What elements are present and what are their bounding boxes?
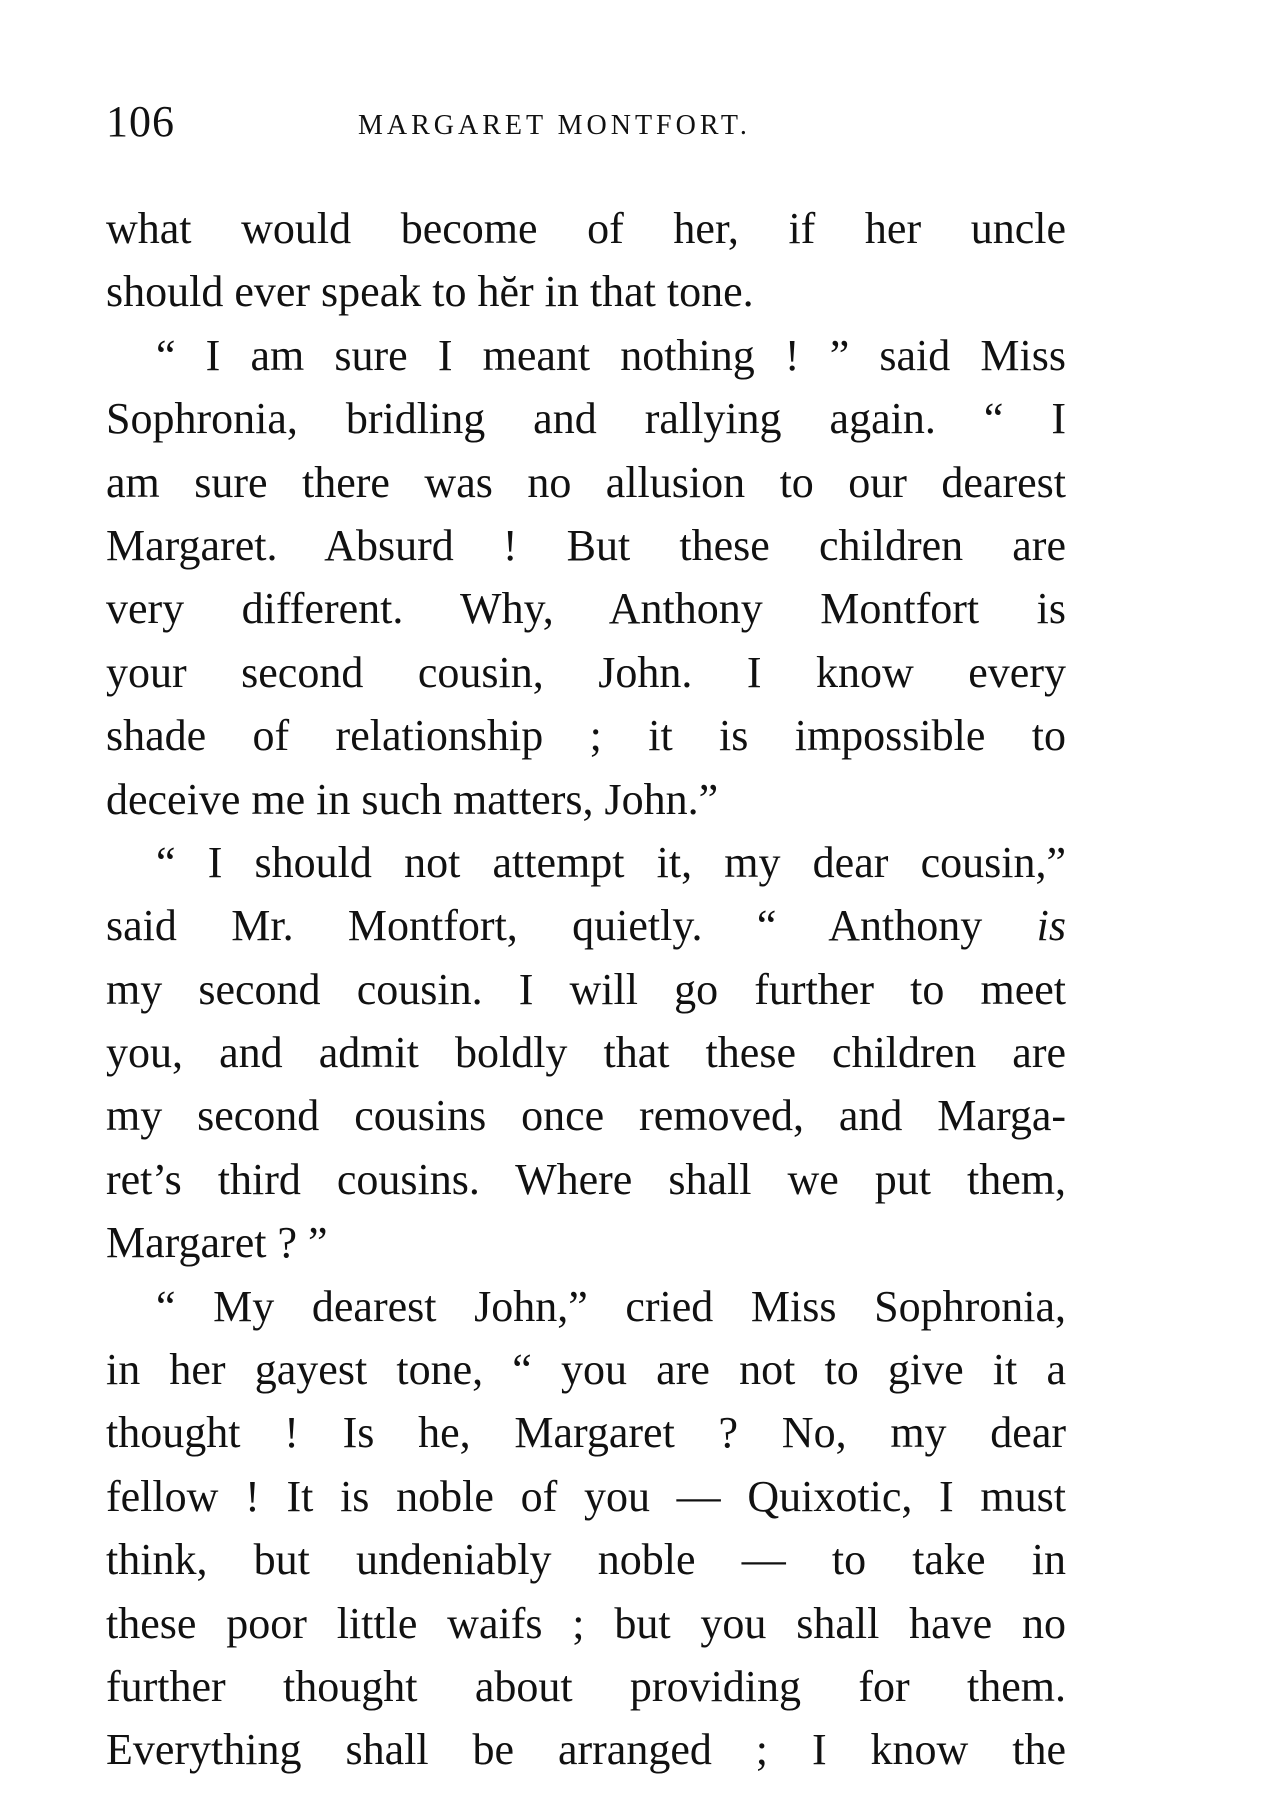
text-line: my second cousins once removed, and Marga- [106,1091,1066,1141]
running-head [106,96,1066,156]
text-line: Margaret ? ” [106,1218,328,1268]
text-line: deceive me in such matters, John.” [106,774,719,824]
text-line: should ever speak to hĕr in that tone. [106,267,754,317]
italic-emphasis: is [1036,901,1066,951]
running-title: MARGARET MONTFORT. [358,110,751,141]
text-line: very different. Why, Anthony Montfort is [106,584,1066,634]
text-line: thought ! Is he, Margaret ? No, my dear [106,1408,1066,1458]
text-line: further thought about providing for them. [106,1661,1066,1711]
text-line: am sure there was no allusion to our dearest [106,457,1066,507]
text-line: Margaret. Absurd ! But these children are [106,520,1066,570]
text-line: these poor little waifs ; but you shall have no [106,1598,1066,1648]
text-line [106,894,1066,957]
body-text [106,197,1066,1782]
text-line: “ My dearest John,” cried Miss Sophronia, [156,1281,1066,1331]
text-line: “ I am sure I meant nothing ! ” said Miss [156,330,1066,380]
text-line: your second cousin, John. I know every [106,647,1066,697]
text-line: in her gayest tone, “ you are not to give it a [106,1345,1066,1395]
text-line: shade of relationship ; it is impossible to [106,711,1066,761]
text-line: my second cousin. I will go further to meet [106,964,1066,1014]
text-line: fellow ! It is noble of you — Quixotic, I must [106,1471,1066,1521]
text-line: Sophronia, bridling and rallying again. “ I [106,394,1066,444]
text-line: “ I should not attempt it, my dear cousin,” [156,837,1066,887]
text-line: Everything shall be arranged ; I know the [106,1725,1066,1775]
text-line: think, but undeniably noble — to take in [106,1535,1066,1585]
text-line: what would become of her, if her uncle [106,204,1066,253]
page-number: 106 [106,97,175,146]
text-line-before-italic: said Mr. Montfort, quietly. “ Anthony [106,901,1037,951]
text-line: ret’s third cousins. Where shall we put them, [106,1154,1066,1204]
text-line: you, and admit boldly that these children are [106,1028,1066,1078]
